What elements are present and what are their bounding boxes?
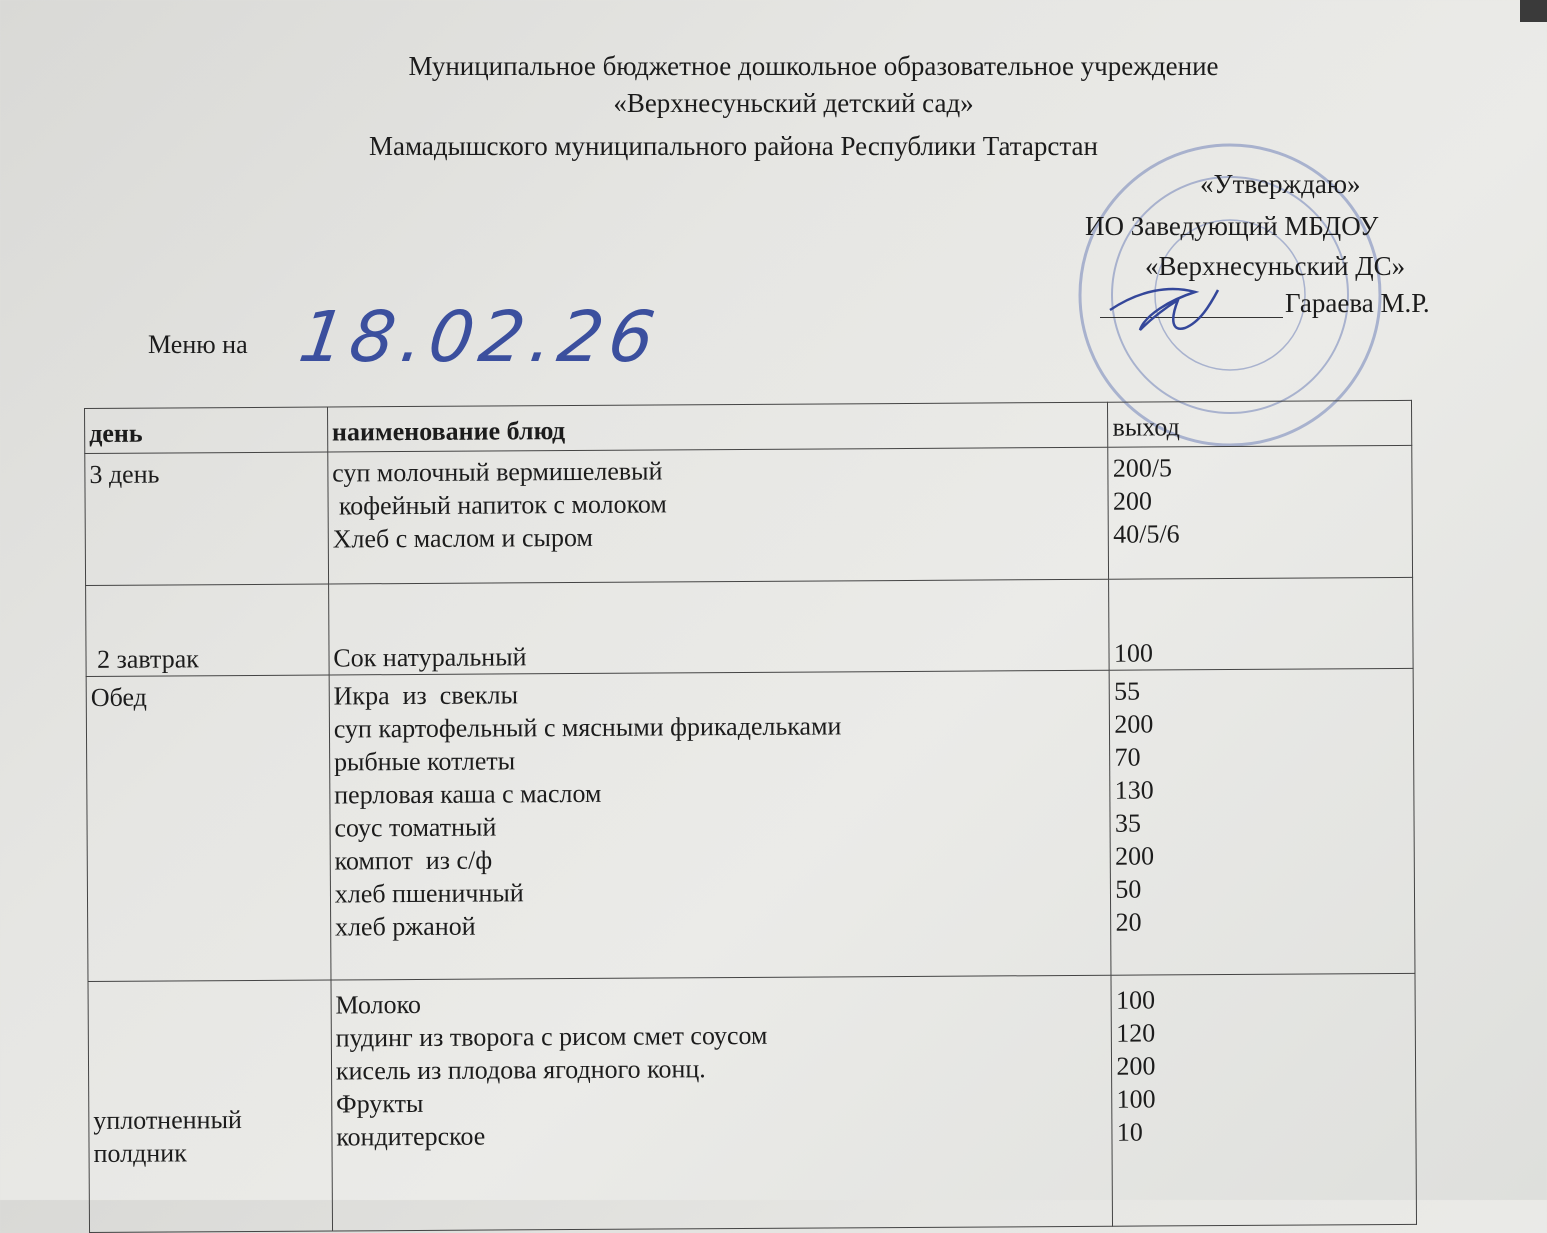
- meal-label: уплотненный: [93, 1105, 243, 1135]
- dish-item: Молоко: [335, 989, 422, 1020]
- output-item: 200: [1112, 486, 1153, 516]
- header-day: день: [85, 407, 328, 453]
- approval-title: «Утверждаю»: [1200, 169, 1361, 199]
- header-district: Мамадышского муниципального района Республики Татарстан: [369, 131, 1098, 161]
- approval-name: Гараева М.Р.: [1285, 288, 1430, 318]
- dishes-cell: [328, 447, 1109, 584]
- outputs-cell: [1108, 445, 1412, 579]
- output-item: 130: [1114, 775, 1154, 805]
- dish-item: соус томатный: [334, 812, 497, 843]
- dish-item: Фрукты: [336, 1088, 424, 1119]
- dish-item: перловая каша с маслом: [334, 778, 602, 810]
- dish-item: рыбные котлеты: [333, 746, 516, 777]
- header-institution: Муниципальное бюджетное дошкольное образовательное учреждение: [408, 51, 1219, 81]
- output-item: 200: [1114, 709, 1154, 739]
- output-item: 35: [1114, 808, 1142, 838]
- outputs-cell: [1109, 577, 1413, 670]
- dish-item: суп картофельный с мясными фрикадельками: [333, 711, 842, 744]
- dish-item: компот из с/ф: [334, 845, 493, 876]
- table-row: [86, 577, 1414, 676]
- dish-item: хлеб пшеничный: [334, 878, 524, 909]
- header-kindergarten: «Верхнесуньский детский сад»: [613, 88, 974, 118]
- outputs-cell: [1111, 973, 1416, 1226]
- dishes-cell: [329, 670, 1111, 980]
- approval-organization: «Верхнесуньский ДС»: [1145, 251, 1406, 281]
- output-item: 20: [1115, 907, 1142, 937]
- dish-item: Хлеб с маслом и сыром: [332, 522, 593, 554]
- dish-item: пудинг из творога с рисом смет соусом: [335, 1020, 768, 1053]
- page-corner: [1520, 0, 1547, 22]
- output-item: 10: [1116, 1117, 1143, 1147]
- output-item: 50: [1115, 874, 1142, 904]
- dish-item: хлеб ржаной: [334, 911, 476, 942]
- output-item: 100: [1115, 985, 1156, 1015]
- table-row: [86, 668, 1415, 981]
- dish-item: суп молочный вермишелевый: [332, 456, 663, 488]
- dishes-cell: [328, 579, 1109, 675]
- output-item: 120: [1116, 1018, 1156, 1048]
- output-item: 200/5: [1112, 453, 1173, 483]
- meal-label: полдник: [93, 1138, 187, 1168]
- output-item: 100: [1113, 638, 1153, 668]
- dishes-cell: [331, 975, 1113, 1231]
- meal-cell: Обед: [86, 675, 331, 981]
- meal-label: 2 завтрак: [90, 644, 199, 674]
- output-item: 200: [1116, 1051, 1156, 1081]
- output-item: 200: [1115, 841, 1155, 871]
- table-header-row: [85, 400, 1412, 453]
- output-item: 40/5/6: [1113, 519, 1180, 549]
- dish-item: кофейный напиток с молоком: [332, 489, 667, 521]
- header-dish: наименование блюд: [327, 402, 1108, 452]
- dish-item: Сок натуральный: [333, 642, 527, 673]
- menu-date: 18.02.26: [294, 296, 666, 378]
- meal-cell: [88, 980, 332, 1232]
- output-item: 55: [1114, 676, 1141, 706]
- handwritten-signature: [1100, 270, 1240, 350]
- output-item: 100: [1116, 1084, 1156, 1114]
- table-row: [88, 973, 1417, 1232]
- dish-item: Икра из свеклы: [333, 680, 519, 711]
- header-output: выход: [1108, 400, 1412, 447]
- outputs-cell: [1109, 668, 1414, 975]
- menu-table: [84, 400, 1417, 1233]
- menu-label: Меню на: [148, 330, 248, 359]
- dish-item: кисель из плодова ягодного конц.: [335, 1054, 706, 1086]
- meal-cell: [86, 584, 329, 676]
- output-item: 70: [1114, 742, 1141, 772]
- approval-position: ИО Заведующий МБДОУ: [1085, 211, 1379, 241]
- meal-cell: 3 день: [85, 452, 329, 585]
- table-row: [85, 445, 1413, 585]
- dish-item: кондитерское: [336, 1121, 486, 1152]
